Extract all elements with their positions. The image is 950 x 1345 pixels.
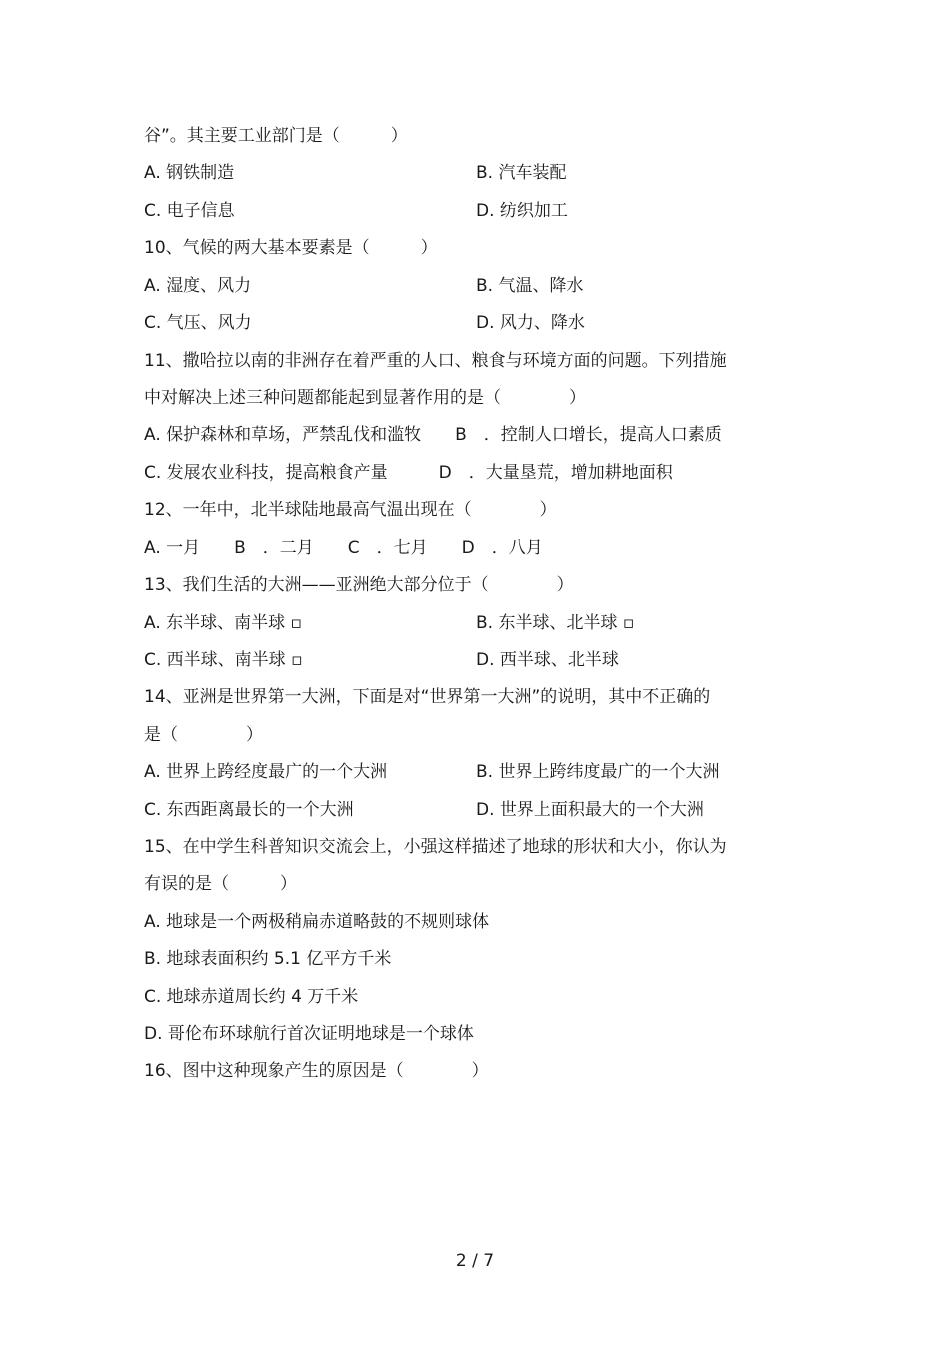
q12-options: A. 一月 B ．二月 C ．七月 D ．八月	[144, 538, 543, 558]
q14-option-c: C. 东西距离最长的一个大洲	[144, 800, 354, 820]
q13-option-c: C. 西半球、南半球 ▫	[144, 650, 303, 670]
q13-option-b: B. 东半球、北半球 ▫	[476, 613, 635, 633]
question-11-stem-line2: 中对解决上述三种问题都能起到显著作用的是（ ）	[144, 388, 586, 408]
q9-option-d: D. 纺织加工	[476, 201, 568, 221]
q9-option-c: C. 电子信息	[144, 201, 235, 221]
q11-options-cd: C. 发展农业科技，提高粮食产量 D ．大量垦荒，增加耕地面积	[144, 463, 673, 483]
q15-option-d: D. 哥伦布环球航行首次证明地球是一个球体	[144, 1024, 474, 1044]
q9-option-b: B. 汽车装配	[476, 163, 567, 183]
q13-option-d: D. 西半球、北半球	[476, 650, 619, 670]
q15-option-a: A. 地球是一个两极稍扁赤道略鼓的不规则球体	[144, 912, 490, 932]
question-13-stem: 13、我们生活的大洲——亚洲绝大部分位于（ ）	[144, 575, 574, 595]
q15-option-b: B. 地球表面积约 5.1 亿平方千米	[144, 949, 392, 969]
question-11-stem-line1: 11、撒哈拉以南的非洲存在着严重的人口、粮食与环境方面的问题。下列措施	[144, 351, 727, 371]
question-10-stem: 10、气候的两大基本要素是（ ）	[144, 238, 438, 258]
q15-option-c: C. 地球赤道周长约 4 万千米	[144, 987, 359, 1007]
q9-option-a: A. 钢铁制造	[144, 163, 235, 183]
q14-option-d: D. 世界上面积最大的一个大洲	[476, 800, 704, 820]
question-12-stem: 12、一年中，北半球陆地最高气温出现在（ ）	[144, 500, 557, 520]
question-9-stem-continued: 谷”。其主要工业部门是（ ）	[144, 126, 408, 146]
q10-option-d: D. 风力、降水	[476, 313, 585, 333]
question-14-stem-line2: 是（ ）	[144, 725, 263, 745]
page-number: 2 / 7	[455, 1251, 495, 1271]
q14-option-b: B. 世界上跨纬度最广的一个大洲	[476, 762, 720, 782]
q11-options-ab: A. 保护森林和草场，严禁乱伐和滥牧 B ．控制人口增长，提高人口素质	[144, 425, 722, 445]
q10-option-b: B. 气温、降水	[476, 276, 584, 296]
q10-option-a: A. 湿度、风力	[144, 276, 252, 296]
q10-option-c: C. 气压、风力	[144, 313, 252, 333]
question-15-stem-line2: 有误的是（ ）	[144, 874, 297, 894]
question-15-stem-line1: 15、在中学生科普知识交流会上，小强这样描述了地球的形状和大小，你认为	[144, 837, 727, 857]
q13-option-a: A. 东半球、南半球 ▫	[144, 613, 303, 633]
question-14-stem-line1: 14、亚洲是世界第一大洲，下面是对“世界第一大洲”的说明，其中不正确的	[144, 687, 711, 707]
q14-option-a: A. 世界上跨经度最广的一个大洲	[144, 762, 388, 782]
question-16-stem: 16、图中这种现象产生的原因是（ ）	[144, 1061, 489, 1081]
